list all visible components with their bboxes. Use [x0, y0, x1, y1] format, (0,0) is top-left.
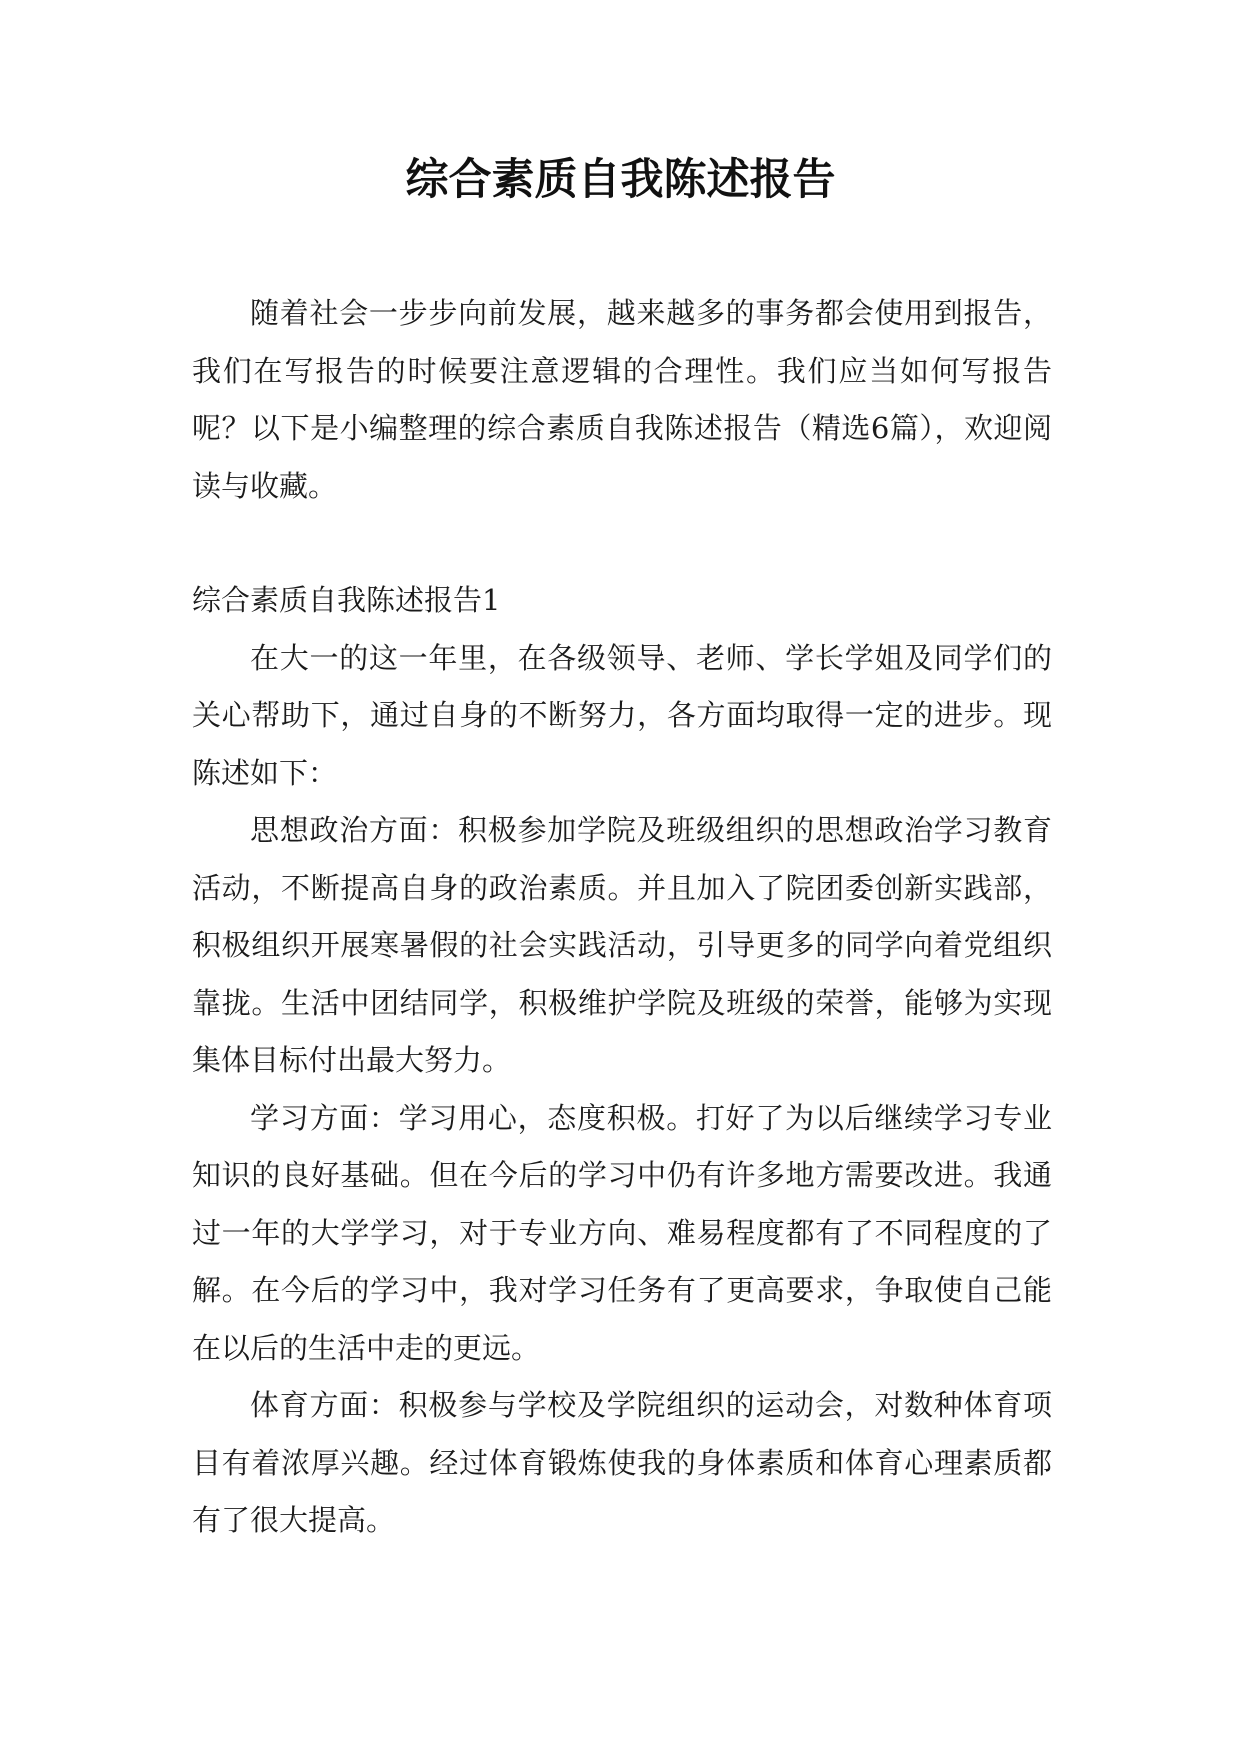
document-body: [192, 285, 1052, 1550]
body-paragraph-1: 在大一的这一年里，在各级领导、老师、学长学姐及同学们的关心帮助下，通过自身的不断努力，各方面均取得一定的进步。现陈述如下：: [192, 640, 1052, 790]
paragraph-gap: [192, 515, 1052, 572]
body-paragraph-2: 思想政治方面：积极参加学院及班级组织的思想政治学习教育活动，不断提高自身的政治素质。并且加入了院团委创新实践部，积极组织开展寒暑假的社会实践活动，引导更多的同学向着党组织靠拢。生活中团结同学，积极维护学院及班级的荣誉，能够为实现集体目标付出最大努力。: [192, 813, 1052, 1077]
intro-paragraph: 随着社会一步步向前发展，越来越多的事务都会使用到报告，我们在写报告的时候要注意逻辑的合理性。我们应当如何写报告呢？以下是小编整理的综合素质自我陈述报告（精选6篇），欢迎阅读与收藏。: [192, 296, 1052, 503]
section-heading: 综合素质自我陈述报告1: [192, 583, 501, 617]
body-paragraph-4: 体育方面：积极参与学校及学院组织的运动会，对数种体育项目有着浓厚兴趣。经过体育锻炼使我的身体素质和体育心理素质都有了很大提高。: [192, 1388, 1052, 1537]
body-paragraph-3: 学习方面：学习用心，态度积极。打好了为以后继续学习专业知识的良好基础。但在今后的学习中仍有许多地方需要改进。我通过一年的大学学习，对于专业方向、难易程度都有了不同程度的了解。在今后的学习中，我对学习任务有了更高要求，争取使自己能在以后的生活中走的更远。: [192, 1100, 1052, 1365]
document-title: 综合素质自我陈述报告: [405, 155, 836, 205]
